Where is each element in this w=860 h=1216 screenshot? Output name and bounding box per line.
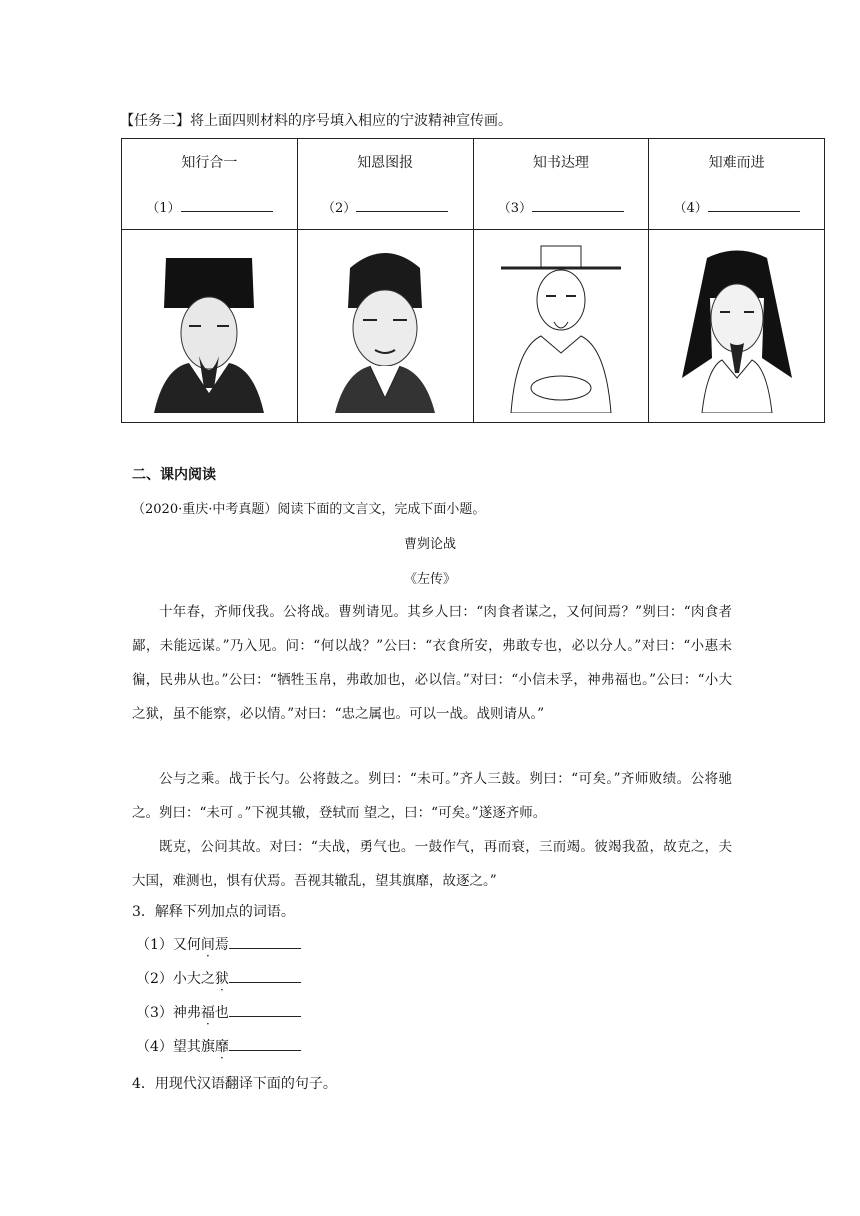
official-portrait-3 <box>496 238 626 413</box>
question-3: 3．解释下列加点的词语。 <box>132 904 295 920</box>
answer-line[interactable] <box>229 1038 301 1051</box>
dotted-char: 狱 <box>214 971 229 987</box>
dotted-char: 靡 <box>214 1039 229 1055</box>
passage-paragraph: 公与之乘。战于长勺。公将鼓之。刿曰：“未可。”齐人三鼓。刿曰：“可矣。”齐师败绩。公将驰之。刿曰：“未可 。”下视其辙，登轼而 望之，曰：“可矣。”遂逐齐师。 <box>132 771 732 821</box>
dotted-char: 间 <box>200 937 215 953</box>
section-heading: 二、课内阅读 <box>132 467 216 483</box>
passage-paragraph: 十年春，齐师伐我。公将战。曹刿请见。其乡人曰：“肉食者谋之，又何间焉？”刿曰：“肉食者鄙，未能远谋。”乃入见。问：“何以战？”公曰：“衣食所安，弗敢专也，必以分人。”对曰：“小惠未徧，民弗从也。”公曰：“牺牲玉帛，弗敢加也，必以信。”对曰：“小信未孚，神弗福也。”公曰：“小大之狱，虽不能察，必以情。”对曰：“忠之属也。可以一战。战则请从。” <box>132 604 732 722</box>
table-cell <box>649 139 825 230</box>
column-header: 知行合一 <box>181 155 238 171</box>
portrait-cell <box>649 230 825 423</box>
answer-line[interactable] <box>229 970 301 983</box>
scholar-portrait-4 <box>672 238 802 413</box>
answer-blank-1[interactable]: （1） <box>122 197 297 216</box>
passage-author: 《左传》 <box>403 572 456 587</box>
answer-blank-3[interactable]: （3） <box>474 197 649 216</box>
column-header: 知难而进 <box>708 155 765 171</box>
question-4: 4．用现代汉语翻译下面的句子。 <box>132 1076 337 1092</box>
portrait-cell <box>473 230 649 423</box>
answer-blank-4[interactable]: （4） <box>649 197 824 216</box>
question-source: （2020·重庆·中考真题）阅读下面的文言文，完成下面小题。 <box>132 502 486 517</box>
table-cell <box>473 139 649 230</box>
portrait-table <box>121 138 825 423</box>
scholar-portrait-1 <box>144 238 274 413</box>
dotted-char: 福 <box>200 1005 215 1021</box>
answer-line[interactable] <box>229 1004 301 1017</box>
scholar-portrait-2 <box>320 238 450 413</box>
column-header: 知恩图报 <box>357 155 414 171</box>
portrait-cell <box>122 230 298 423</box>
table-cell <box>122 139 298 230</box>
portrait-cell <box>297 230 473 423</box>
column-header: 知书达理 <box>532 155 589 171</box>
vocab-item[interactable]: （4）望其旗靡 <box>136 1036 301 1056</box>
answer-blank-2[interactable]: （2） <box>298 197 473 216</box>
table-cell <box>297 139 473 230</box>
vocab-item[interactable]: （1）又何间焉 <box>136 934 301 954</box>
task-instruction: 【任务二】将上面四则材料的序号填入相应的宁波精神宣传画。 <box>120 113 512 129</box>
passage-paragraph: 既克，公问其故。对曰：“夫战，勇气也。一鼓作气，再而衰，三而竭。彼竭我盈，故克之，夫大国，难测也，惧有伏焉。吾视其辙乱，望其旗靡，故逐之。” <box>132 839 732 889</box>
vocab-item[interactable]: （2）小大之狱 <box>136 968 301 988</box>
vocab-item[interactable]: （3）神弗福也 <box>136 1002 301 1022</box>
answer-line[interactable] <box>229 936 301 949</box>
passage-title: 曹刿论战 <box>403 537 456 552</box>
